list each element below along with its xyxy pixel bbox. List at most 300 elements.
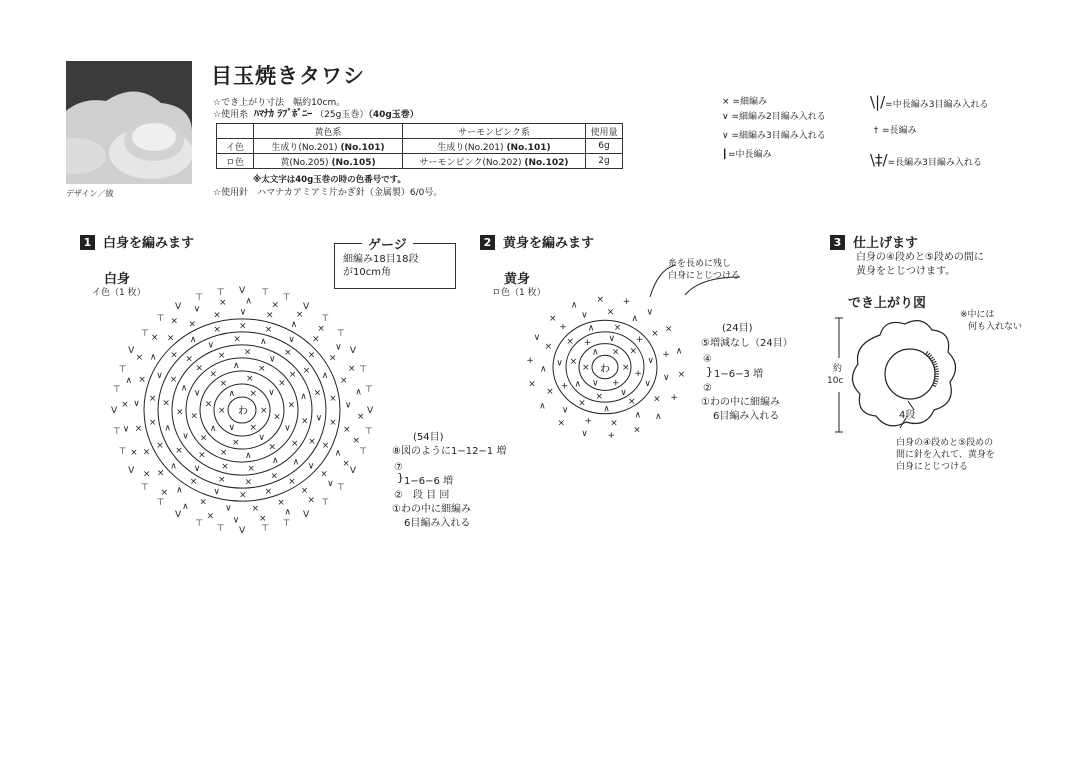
stitch-symbol: × <box>258 364 266 375</box>
stitch-symbol: + <box>526 356 534 367</box>
finish-desc-2: 黄身をとじつけます。 <box>856 266 956 277</box>
stitch-symbol: ∨ <box>533 333 541 344</box>
stitch-symbol: × <box>610 418 618 429</box>
yarn-table <box>216 123 623 169</box>
gauge-line-1: 細編み18目18段 <box>343 254 419 265</box>
stitch-symbol: × <box>622 363 630 373</box>
legend-col-1 <box>722 97 826 165</box>
gauge-title: ゲージ <box>362 234 413 253</box>
stitch-tick <box>930 357 933 359</box>
stitch-symbol: × <box>232 437 240 448</box>
white-brace: } <box>397 471 404 484</box>
stitch-symbol: ∨ <box>307 461 315 472</box>
section-1-heading: 1 白身を編みます <box>80 232 194 251</box>
stitch-symbol: × <box>328 353 337 364</box>
stitch-symbol: ∧ <box>149 352 157 363</box>
white-part-label: 白身 <box>104 272 131 287</box>
stitch-symbol: Ⅴ <box>239 286 246 296</box>
white-center-label: わ <box>238 406 248 417</box>
stitch-symbol: × <box>300 486 309 497</box>
stitch-symbol: ∨ <box>284 423 291 434</box>
stitch-symbol: ⊤ <box>216 524 225 535</box>
stitch-symbol: ∨ <box>122 424 130 435</box>
stitch-symbol: × <box>190 411 198 422</box>
stitch-symbol: × <box>243 347 252 358</box>
stitch-symbol: × <box>307 495 316 506</box>
stitch-symbol: × <box>313 388 322 399</box>
gauge-line-2: が10cm角 <box>343 267 391 278</box>
stitch-symbol: ∨ <box>193 388 201 399</box>
finished-size: ☆でき上がり寸法 幅約10cm。 <box>213 98 346 108</box>
stitch-symbol: ∧ <box>570 300 578 311</box>
yolk-incr: 1−6−3 増 <box>714 369 764 380</box>
product-photo <box>66 61 192 184</box>
stitch-symbol: × <box>284 347 292 358</box>
stitch-symbol: × <box>142 447 151 458</box>
yarn-line: ☆使用糸 ﾊﾏﾅｶ ﾗﾌﾞﾎﾞﾆｰ （25g玉巻）（40g玉巻） <box>213 109 419 120</box>
stitch-symbol: Ⅴ <box>349 346 357 356</box>
stitch-symbol: × <box>651 328 659 339</box>
stitch-symbol: ∨ <box>213 487 220 498</box>
stitch-symbol: × <box>544 341 553 352</box>
stitch-symbol: × <box>189 477 198 488</box>
legend-dc3inc: \‡/=長編み3目編み入れる <box>870 151 982 169</box>
stitch-symbol: × <box>340 376 348 387</box>
stitch-symbol: + <box>560 381 569 392</box>
yolk-row4: ④ <box>703 354 712 365</box>
stitch-symbol: ∧ <box>634 410 642 421</box>
stitch-symbol: × <box>138 374 146 385</box>
stitch-symbol: × <box>290 439 299 450</box>
yolk-row5: ⑤増減なし（24目） <box>701 338 793 349</box>
stitch-symbol: ∨ <box>182 431 189 442</box>
stitch-symbol: × <box>170 350 178 361</box>
stitch-symbol: ∧ <box>587 323 595 334</box>
stitch-symbol: ⊤ <box>112 426 121 437</box>
stitch-symbol: × <box>175 446 183 457</box>
stitch-symbol: ∨ <box>335 342 342 353</box>
stitch-symbol: × <box>239 321 247 332</box>
yolk-chart <box>520 255 750 455</box>
stitch-symbol: × <box>596 294 605 305</box>
stitch-symbol: ∧ <box>176 485 183 496</box>
stitch-symbol: ∧ <box>125 375 133 386</box>
stitch-symbol: × <box>166 333 175 344</box>
stitch-tick <box>934 366 938 367</box>
yolk-pointer-1 <box>650 265 675 297</box>
stitch-symbol: × <box>347 363 356 374</box>
stitch-symbol: ∨ <box>581 310 588 321</box>
stitch-symbol: ∧ <box>245 296 252 307</box>
stitch-symbol: × <box>219 447 228 458</box>
stitch-symbol: + <box>670 392 678 403</box>
stitch-symbol: ⊤ <box>195 518 204 529</box>
stitch-symbol: × <box>582 363 590 373</box>
stitch-symbol: × <box>612 347 620 358</box>
white-row1b: 6目編み入れる <box>404 518 471 529</box>
stitch-symbol: × <box>342 458 350 469</box>
design-credit: デザイン／綾 <box>66 189 114 198</box>
stitch-symbol: × <box>148 418 157 429</box>
yolk-note-2: 白身にとじつける <box>668 271 741 281</box>
stitch-symbol: × <box>148 393 157 404</box>
stitch-symbol: × <box>356 411 365 422</box>
stitch-symbol: ⊤ <box>282 518 291 529</box>
stitch-symbol: ⊤ <box>112 385 121 396</box>
stitch-symbol: × <box>199 497 207 508</box>
stitch-symbol: ∨ <box>268 388 275 399</box>
table-row: ロ色 黄(No.205) (No.105) サーモンピンク(No.202) (No.102) 2g <box>217 154 623 169</box>
stitch-symbol: ∨ <box>608 333 616 344</box>
stitch-symbol: ⊤ <box>118 364 127 375</box>
stitch-symbol: × <box>329 418 337 429</box>
stitch-symbol: Ⅴ <box>303 302 310 313</box>
finish-note-3: 白身にとじつける <box>896 462 969 472</box>
stitch-symbol: ∧ <box>539 401 546 412</box>
stitch-symbol: ∧ <box>170 461 177 472</box>
stitch-symbol: × <box>633 425 641 436</box>
stitch-tick <box>926 351 928 354</box>
stitch-symbol: ∨ <box>239 307 247 318</box>
page-title: 目玉焼きタワシ <box>211 64 365 88</box>
stitch-symbol: + <box>607 431 616 442</box>
stitch-symbol: × <box>595 392 603 403</box>
stitch-symbol: × <box>121 400 129 411</box>
stitch-symbol: × <box>142 469 151 480</box>
stitch-symbol: ⊤ <box>359 447 368 458</box>
stitch-tick <box>933 385 937 387</box>
stitch-symbol: ⊤ <box>261 524 270 535</box>
stitch-symbol: ∨ <box>581 428 588 439</box>
stitch-symbol: ∨ <box>207 340 215 351</box>
stitch-tick <box>935 369 939 370</box>
stitch-symbol: × <box>130 448 138 459</box>
stitch-symbol: × <box>629 346 638 357</box>
dc-icon: † <box>873 126 879 136</box>
white-row8: ⑧図のように1−12−1 増 <box>392 446 507 457</box>
yolk-count: (24目) <box>722 323 753 334</box>
stitch-symbol: × <box>218 406 226 416</box>
stitch-tick <box>934 381 938 382</box>
stitch-symbol: × <box>213 310 221 321</box>
legend-dc: † =長編み <box>870 126 988 155</box>
stitch-symbol: ⊤ <box>156 497 165 508</box>
stitch-symbol: + <box>662 349 670 360</box>
stitch-symbol: × <box>160 488 169 499</box>
stitch-symbol: ∧ <box>321 370 329 381</box>
yolk-row1b: 6目編み入れる <box>713 411 780 422</box>
yolk-part-label: 黄身 <box>504 272 531 287</box>
stitch-symbol: × <box>270 471 279 482</box>
stitch-symbol: Ⅴ <box>349 466 357 476</box>
stitch-symbol: × <box>278 378 286 389</box>
yolk-color-label: ロ色（1 枚） <box>492 288 546 298</box>
stitch-symbol: ∨ <box>315 413 323 424</box>
stitch-symbol: ∨ <box>561 405 569 416</box>
stitch-symbol: ∧ <box>631 313 639 324</box>
section-2-heading: 2 黄身を編みます <box>480 232 594 251</box>
white-count: (54目) <box>413 432 444 443</box>
stitch-symbol: × <box>150 333 159 344</box>
stitch-symbol: ∨ <box>646 307 654 318</box>
stitch-symbol: ∧ <box>654 412 662 423</box>
stitch-symbol: ∧ <box>355 387 362 398</box>
stitch-tick <box>933 361 937 363</box>
stitch-symbol: ⊤ <box>337 328 345 339</box>
stitch-symbol: × <box>308 437 316 448</box>
legend-sc3inc: ∨ =細編み3目編み入れる <box>722 131 826 141</box>
stitch-symbol: × <box>273 412 281 423</box>
rows-label: 4段 <box>899 410 916 421</box>
white-row2: ② <box>394 490 403 501</box>
stitch-symbol: × <box>217 474 226 485</box>
stitch-symbol: ∧ <box>675 346 683 357</box>
stitch-symbol: ∨ <box>556 358 563 369</box>
stitch-symbol: ⊤ <box>216 287 225 298</box>
stitch-symbol: ∧ <box>260 337 267 348</box>
stitch-symbol: × <box>287 400 296 411</box>
stitch-symbol: × <box>549 313 557 324</box>
inside-note-1: ※中には <box>960 310 995 320</box>
inside-note-2: 何も入れない <box>968 322 1023 332</box>
hdc3-icon: \|/ <box>870 93 886 111</box>
hdc-icon: ┃ <box>722 150 728 160</box>
stitch-symbol: × <box>260 406 268 416</box>
stitch-tick <box>933 364 937 365</box>
stitch-symbol: ∧ <box>180 383 188 394</box>
stitch-symbol: × <box>606 307 615 318</box>
stitch-tick <box>929 355 932 358</box>
legend-hdc3inc: \|/=中長編み3目編み入れる <box>870 93 989 111</box>
stitch-symbol: × <box>271 300 279 311</box>
stitch-symbol: Ⅴ <box>303 509 310 520</box>
stitch-symbol: ∧ <box>228 389 236 400</box>
stitch-symbol: × <box>342 425 351 436</box>
stitch-symbol: ∨ <box>620 387 627 398</box>
stitch-symbol: × <box>218 297 227 308</box>
stitch-symbol: × <box>653 394 661 405</box>
stitch-symbol: + <box>584 416 593 427</box>
stitch-symbol: Ⅴ <box>239 526 246 536</box>
stitch-symbol: + <box>622 297 631 308</box>
stitch-symbol: ∧ <box>232 360 240 371</box>
stitch-symbol: ∨ <box>133 399 140 410</box>
stitch-symbol: ∨ <box>268 354 276 365</box>
stitch-symbol: × <box>264 324 273 335</box>
stitch-symbol: × <box>259 514 267 525</box>
stitch-symbol: × <box>238 490 247 501</box>
stitch-symbol: × <box>134 423 143 434</box>
stitch-symbol: ∨ <box>647 355 654 366</box>
stitch-symbol: ⊤ <box>365 426 373 437</box>
stitch-symbol: × <box>195 363 204 374</box>
stitch-symbol: ∧ <box>284 507 292 518</box>
stitch-symbol: × <box>277 497 285 508</box>
stitch-symbol: × <box>209 369 218 380</box>
stitch-symbol: × <box>249 389 258 400</box>
stitch-symbol: × <box>213 324 221 335</box>
legend-col-2 <box>870 93 989 169</box>
stitch-symbol: × <box>162 398 170 409</box>
stitch-symbol: × <box>264 487 273 498</box>
size-label-1: 約 <box>833 364 843 374</box>
stitch-symbol: ∨ <box>344 400 352 411</box>
stitch-tick <box>933 383 937 384</box>
stitch-symbol: ∨ <box>228 422 236 433</box>
stitch-symbol: × <box>566 336 574 347</box>
stitch-symbol: Ⅴ <box>175 509 182 520</box>
stitch-tick <box>935 378 939 379</box>
stitch-symbol: × <box>288 370 297 381</box>
stitch-symbol: ∨ <box>225 503 232 514</box>
stitch-symbol: × <box>217 350 226 361</box>
stitch-symbol: ∧ <box>189 334 197 345</box>
stitch-symbol: Ⅴ <box>128 346 135 356</box>
stitch-symbol: ∨ <box>232 515 240 526</box>
stitch-symbol: ⊤ <box>156 314 165 325</box>
stitch-symbol: × <box>569 357 578 368</box>
stitch-symbol: + <box>612 378 620 389</box>
stitch-symbol: × <box>185 354 193 365</box>
stitch-symbol: ∨ <box>156 370 163 381</box>
stitch-symbol: × <box>244 477 253 488</box>
stitch-symbol: × <box>169 374 178 385</box>
stitch-symbol: ⊤ <box>140 328 149 339</box>
stitch-symbol: × <box>188 319 197 330</box>
stitch-symbol: ∧ <box>182 502 189 513</box>
stitch-symbol: × <box>664 324 673 335</box>
stitch-symbol: ⊤ <box>282 293 291 304</box>
stitch-symbol: ∨ <box>193 304 201 315</box>
stitch-symbol: × <box>677 369 686 380</box>
finish-note-1: 白身の④段めと⑤段めの <box>896 438 994 448</box>
stitch-symbol: ∧ <box>209 423 217 434</box>
stitch-symbol: ∨ <box>662 373 670 384</box>
stitch-symbol: ∧ <box>540 364 547 375</box>
stitch-symbol: ∨ <box>592 378 599 389</box>
stitch-symbol: ⊤ <box>261 287 270 298</box>
stitch-symbol: ∧ <box>292 457 300 468</box>
finish-desc-1: 白身の④段めと⑤段めの間に <box>856 252 984 263</box>
stitch-symbol: ⊤ <box>359 364 368 375</box>
stitch-symbol: × <box>302 365 311 376</box>
stitch-symbol: ⊤ <box>365 385 373 396</box>
stitch-symbol: × <box>176 407 184 418</box>
yolk-pointer-2 <box>685 277 740 295</box>
stitch-symbol: ∧ <box>300 392 307 403</box>
stitch-symbol: ∧ <box>574 379 582 390</box>
stitch-symbol: ∨ <box>258 433 265 444</box>
stitch-symbol: + <box>559 322 567 333</box>
stitch-symbol: ⊤ <box>337 483 345 494</box>
stitch-symbol: × <box>219 378 228 389</box>
table-row: イ色 生成り(No.201) (No.101) 生成り(No.201) (No.101) 6g <box>217 139 623 154</box>
yolk-note-1: 糸を長めに残し <box>668 259 732 269</box>
size-label-2: 10c <box>827 376 844 386</box>
yolk-row2: ② <box>703 383 712 394</box>
stitch-symbol: × <box>321 441 330 452</box>
stitch-symbol: × <box>557 418 566 429</box>
stitch-symbol: × <box>156 441 164 452</box>
stitch-symbol: × <box>156 468 165 479</box>
stitch-symbol: Ⅴ <box>367 406 374 416</box>
white-color-label: イ色（1 枚） <box>92 288 146 298</box>
stitch-symbol: Ⅴ <box>128 466 135 476</box>
stitch-symbol: × <box>317 323 325 334</box>
stitch-symbol: × <box>170 316 179 327</box>
stitch-symbol: × <box>288 477 296 488</box>
white-row1a: ①わの中に細編み <box>392 504 471 515</box>
stitch-symbol: × <box>312 334 320 345</box>
stitch-symbol: × <box>295 309 304 320</box>
stitch-symbol: × <box>204 399 213 410</box>
stitch-symbol: × <box>627 397 636 408</box>
yolk-outline <box>885 349 935 399</box>
stitch-symbol: × <box>198 450 206 461</box>
white-chart <box>110 280 380 540</box>
stitch-symbol: ∧ <box>603 404 610 415</box>
stitch-symbol: × <box>245 374 254 385</box>
stitch-symbol: ∧ <box>334 448 342 459</box>
stitch-symbol: + <box>583 338 592 349</box>
stitch-symbol: ⊤ <box>140 483 149 494</box>
yolk-row1a: ①わの中に細編み <box>701 397 780 408</box>
done-title: でき上がり図 <box>848 296 927 311</box>
legend-sc2inc: ∨ =細編み2目編み入れる <box>722 112 826 122</box>
stitch-symbol: × <box>268 442 277 453</box>
stitch-symbol: ∧ <box>592 347 599 358</box>
dc3-icon: \‡/ <box>870 151 888 169</box>
stitch-symbol: × <box>265 310 274 321</box>
stitch-symbol: ∨ <box>288 334 295 345</box>
stitch-symbol: × <box>528 379 536 390</box>
stitch-symbol: ⊤ <box>321 314 330 325</box>
stitch-symbol: × <box>352 436 361 447</box>
stitch-symbol: × <box>221 462 229 473</box>
stitch-symbol: × <box>300 416 309 427</box>
stitch-symbol: × <box>546 387 554 398</box>
stitch-symbol: × <box>613 322 622 333</box>
stitch-symbol: × <box>578 398 586 409</box>
white-header: 段 目 回 <box>413 490 450 501</box>
legend-sc: × =細編み <box>722 97 767 107</box>
yolk-brace: } <box>706 365 713 378</box>
table-header-row: 黄色系 サーモンピンク系 使用量 <box>217 124 623 139</box>
section-3-heading: 3 仕上げます <box>830 232 918 251</box>
bold-note: ※太文字は40g玉巻の時の色番号です。 <box>253 175 406 185</box>
stitch-symbol: ∧ <box>290 319 298 330</box>
stitch-symbol: ∧ <box>272 455 279 466</box>
stitch-symbol: × <box>135 353 144 364</box>
stitch-symbol: Ⅴ <box>175 302 182 313</box>
stitch-symbol: + <box>635 335 644 346</box>
needle-line: ☆使用針 ハマナカアミアミ片かぎ針（金属製）6/0号。 <box>213 188 443 198</box>
stitch-symbol: ∨ <box>193 464 201 475</box>
stitch-symbol: ⊤ <box>321 497 330 508</box>
stitch-symbol: ∨ <box>644 379 651 390</box>
yolk-center-label: わ <box>600 364 610 375</box>
stitch-symbol: × <box>199 433 208 444</box>
stitch-symbol: × <box>249 422 258 433</box>
legend-hdc: ┃=中長編み <box>722 150 772 160</box>
white-row7: ⑦ <box>394 462 403 473</box>
stitch-symbol: ∧ <box>164 423 171 434</box>
stitch-tick <box>927 353 930 356</box>
stitch-symbol: × <box>206 511 215 522</box>
stitch-symbol: ⊤ <box>118 447 127 458</box>
stitch-symbol: × <box>320 469 328 480</box>
stitch-symbol: Ⅴ <box>111 406 118 416</box>
